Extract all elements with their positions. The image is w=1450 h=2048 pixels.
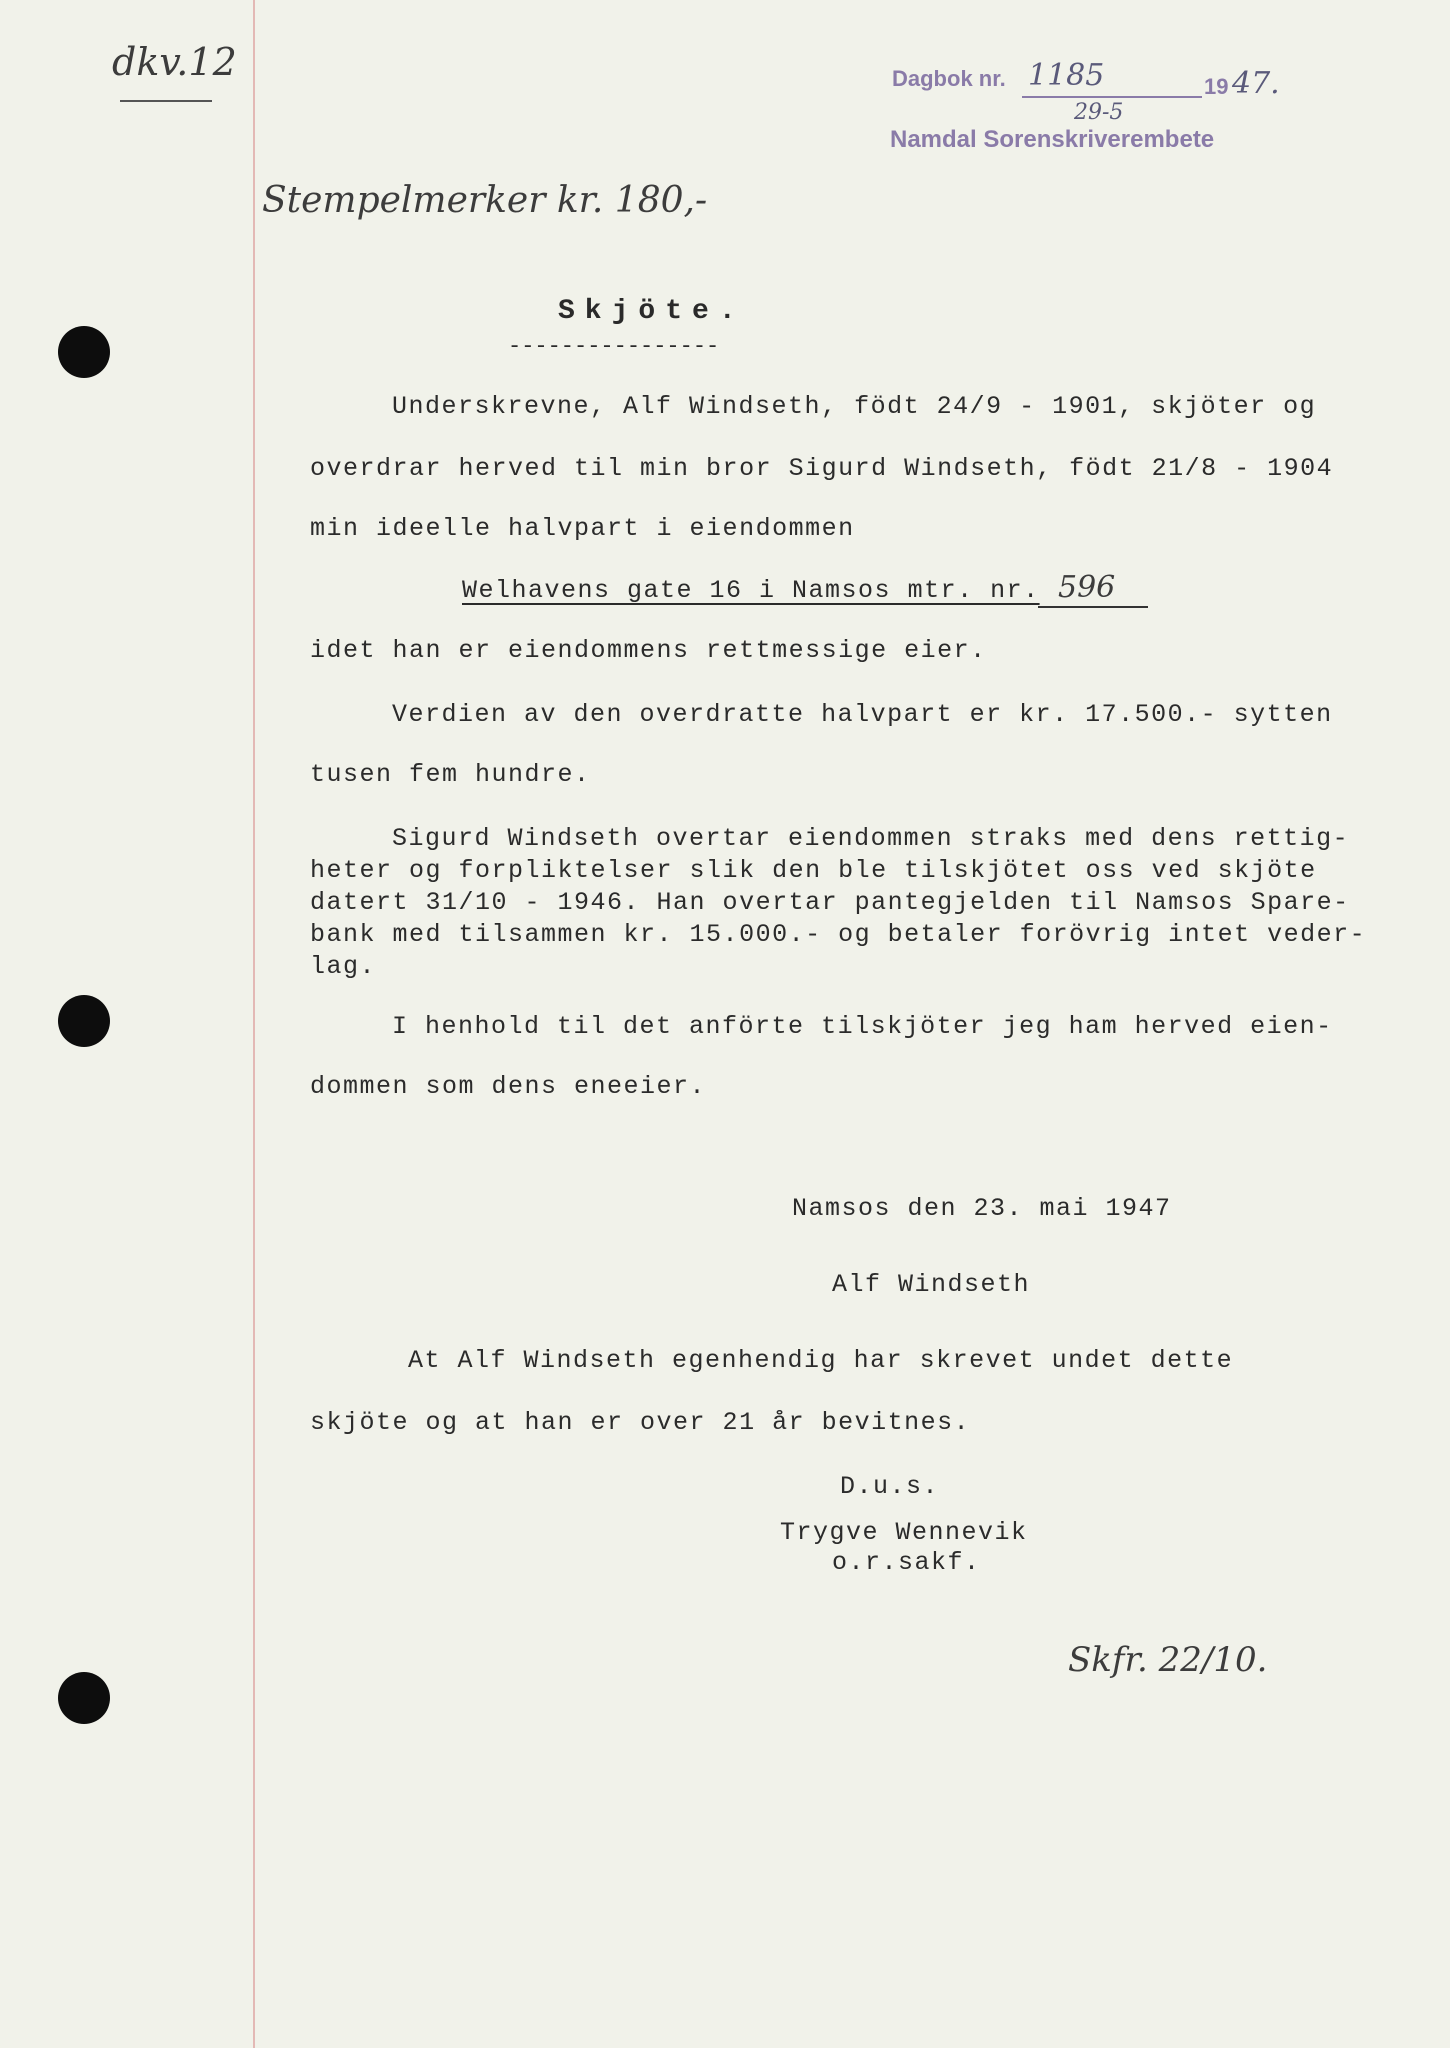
signature-name: Alf Windseth (832, 1270, 1031, 1299)
body-line-5: idet han er eiendommens rettmessige eier. (310, 636, 987, 665)
document-title: Skjöte. (558, 296, 746, 327)
place-date: Namsos den 23. mai 1947 (792, 1194, 1172, 1223)
body-line-1: Underskrevne, Alf Windseth, födt 24/9 - 1901, skjöter og (392, 392, 1317, 421)
body-line-6: Verdien av den overdratte halvpart er kr. 17.500.- sytten (392, 700, 1333, 729)
body-line-14: dommen som dens eneeier. (310, 1072, 707, 1101)
body-line-13: I henhold til det anförte tilskjöter jeg ham herved eien- (392, 1012, 1333, 1041)
body-line-3: min ideelle halvpart i eiendommen (310, 514, 855, 543)
body-line-10: datert 31/10 - 1946. Han overtar pantegjelden til Namsos Spare- (310, 888, 1350, 917)
witness-title: o.r.sakf. (832, 1548, 981, 1577)
property-number-underline (1038, 606, 1148, 608)
body-line-11: bank med tilsammen kr. 15.000.- og betaler forövrig intet veder- (310, 920, 1367, 949)
property-number: 596 (1058, 570, 1116, 605)
margin-line (253, 0, 255, 2048)
stamp-year: 47. (1232, 66, 1280, 101)
margin-note: dkv.12 (112, 40, 237, 84)
margin-note-underline (120, 100, 212, 102)
body-line-12: lag. (310, 952, 377, 981)
title-rule: ---------------- (508, 334, 720, 359)
witness-line-1: At Alf Windseth egenhendig har skrevet undet dette (408, 1346, 1234, 1375)
witness-dus: D.u.s. (840, 1472, 940, 1501)
body-line-7: tusen fem hundre. (310, 760, 591, 789)
property-line: Welhavens gate 16 i Namsos mtr. nr. (462, 576, 1040, 605)
fee-note: Stempelmerker kr. 180,- (262, 180, 708, 221)
punch-hole-bottom (58, 1672, 110, 1724)
stamp-year-prefix: 19 (1204, 74, 1229, 99)
punch-hole-top (58, 326, 110, 378)
bottom-note: Skfr. 22/10. (1068, 1640, 1268, 1680)
stamp-number: 1185 (1028, 58, 1105, 93)
body-line-2: overdrar herved til min bror Sigurd Windseth, födt 21/8 - 1904 (310, 454, 1334, 483)
body-line-9: heter og forpliktelser slik den ble tilskjötet oss ved skjöte (310, 856, 1317, 885)
witness-name: Trygve Wennevik (780, 1518, 1028, 1547)
stamp-dagbok-label: Dagbok nr. (892, 66, 1006, 91)
body-line-8: Sigurd Windseth overtar eiendommen straks med dens rettig- (392, 824, 1350, 853)
stamp-date: 29-5 (1074, 100, 1124, 125)
stamp-number-line (1022, 96, 1202, 98)
witness-line-2: skjöte og at han er over 21 år bevitnes. (310, 1408, 971, 1437)
punch-hole-middle (58, 995, 110, 1047)
stamp-office: Namdal Sorenskriverembete (890, 126, 1215, 153)
